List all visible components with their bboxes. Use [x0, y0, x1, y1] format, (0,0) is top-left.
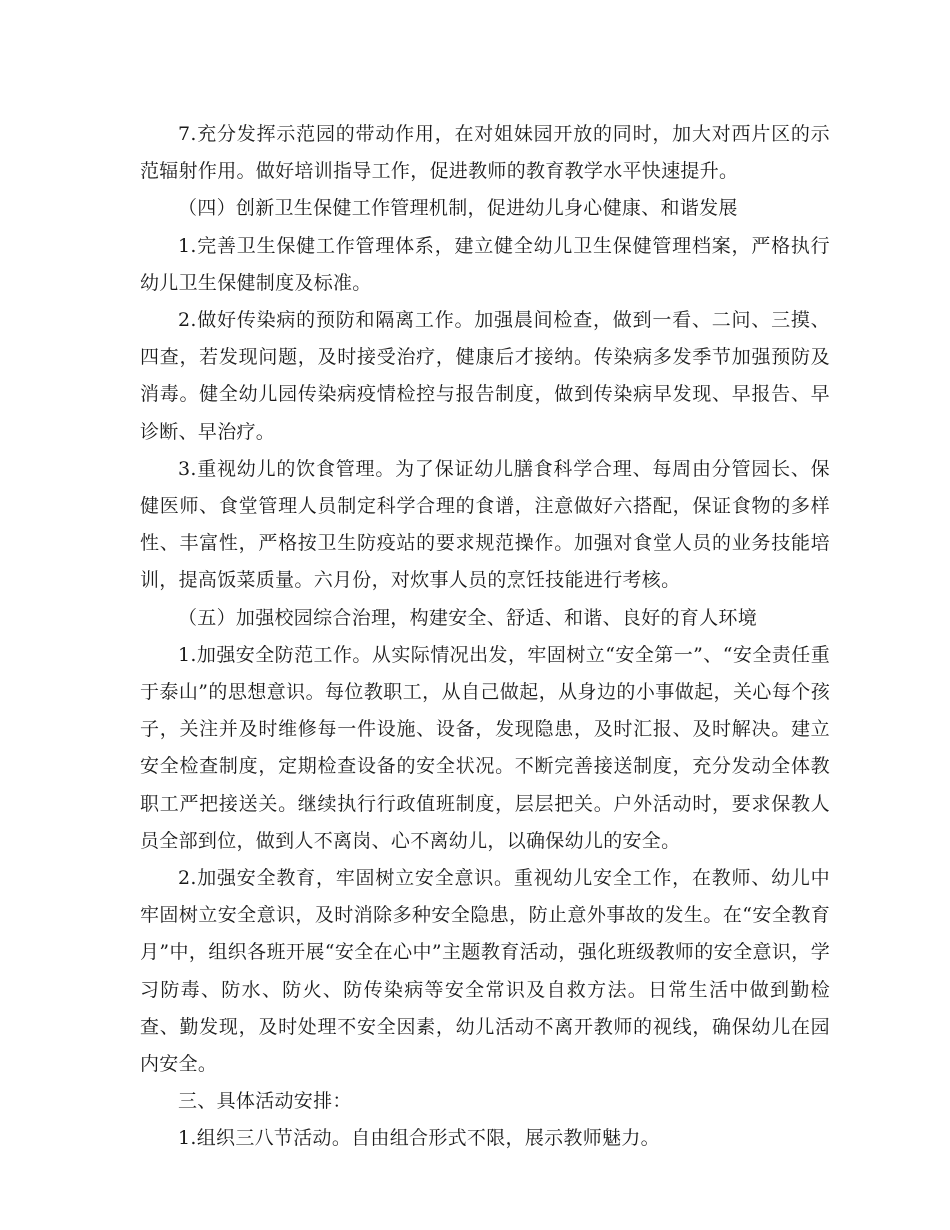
- paragraph-safety-education: 2.加强安全教育，牢固树立安全意识。重视幼儿安全工作，在教师、幼儿中牢固树立安全意识，及时消除多种安全隐患，防止意外事故的发生。在“安全教育月”中，组织各班开展“安全在心中”主题教育活动，强化班级教师的安全意识，学习防毒、防水、防火、防传染病等安全常识及自救方法。日常生活中做到勤检查、勤发现，及时处理不安全因素，幼儿活动不离开教师的视线，确保幼儿在园内安全。: [140, 867, 830, 1076]
- paragraph-demonstration-role: 7.充分发挥示范园的带动作用，在对姐妹园开放的同时，加大对西片区的示范辐射作用。做好培训指导工作，促进教师的教育教学水平快速提升。: [140, 123, 830, 183]
- section-heading-campus-safety: （五）加强校园综合治理，构建安全、舒适、和谐、良好的育人环境: [178, 606, 758, 629]
- paragraph-diet-management: 3.重视幼儿的饮食管理。为了保证幼儿膳食科学合理、每周由分管园长、保健医师、食堂管理人员制定科学合理的食谱，注意做好六搭配，保证食物的多样性、丰富性，严格按卫生防疫站的要求规范操作。加强对食堂人员的业务技能培训，提高饭菜质量。六月份，对炊事人员的烹饪技能进行考核。: [140, 457, 830, 592]
- paragraph-infectious-disease: 2.做好传染病的预防和隔离工作。加强晨间检查，做到一看、二问、三摸、四查，若发现问题，及时接受治疗，健康后才接纳。传染病多发季节加强预防及消毒。健全幼儿园传染病疫情检控与报告制度，做到传染病早发现、早报告、早诊断、早治疗。: [140, 309, 830, 443]
- paragraph-womens-day-activity: 1.组织三八节活动。自由组合形式不限，展示教师魅力。: [178, 1127, 660, 1150]
- paragraph-safety-prevention: 1.加强安全防范工作。从实际情况出发，牢固树立“安全第一”、“安全责任重于泰山”的思想意识。每位教职工，从自己做起，从身边的小事做起，关心每个孩子，关注并及时维修每一件设施、设备，发现隐患，及时汇报、及时解决。建立安全检查制度，定期检查设备的安全状况。不断完善接送制度，充分发动全体教职工严把接送关。继续执行行政值班制度，层层把关。户外活动时，要求保教人员全部到位，做到人不离岗、心不离幼儿，以确保幼儿的安全。: [140, 643, 830, 852]
- section-heading-health-care: （四）创新卫生保健工作管理机制，促进幼儿身心健康、和谐发展: [178, 197, 738, 220]
- section-heading-activities: 三、具体活动安排：: [178, 1090, 352, 1113]
- paragraph-health-system: 1.完善卫生保健工作管理体系，建立健全幼儿卫生保健管理档案，严格执行幼儿卫生保健制度及标准。: [140, 234, 830, 294]
- document-page: [140, 116, 830, 1158]
